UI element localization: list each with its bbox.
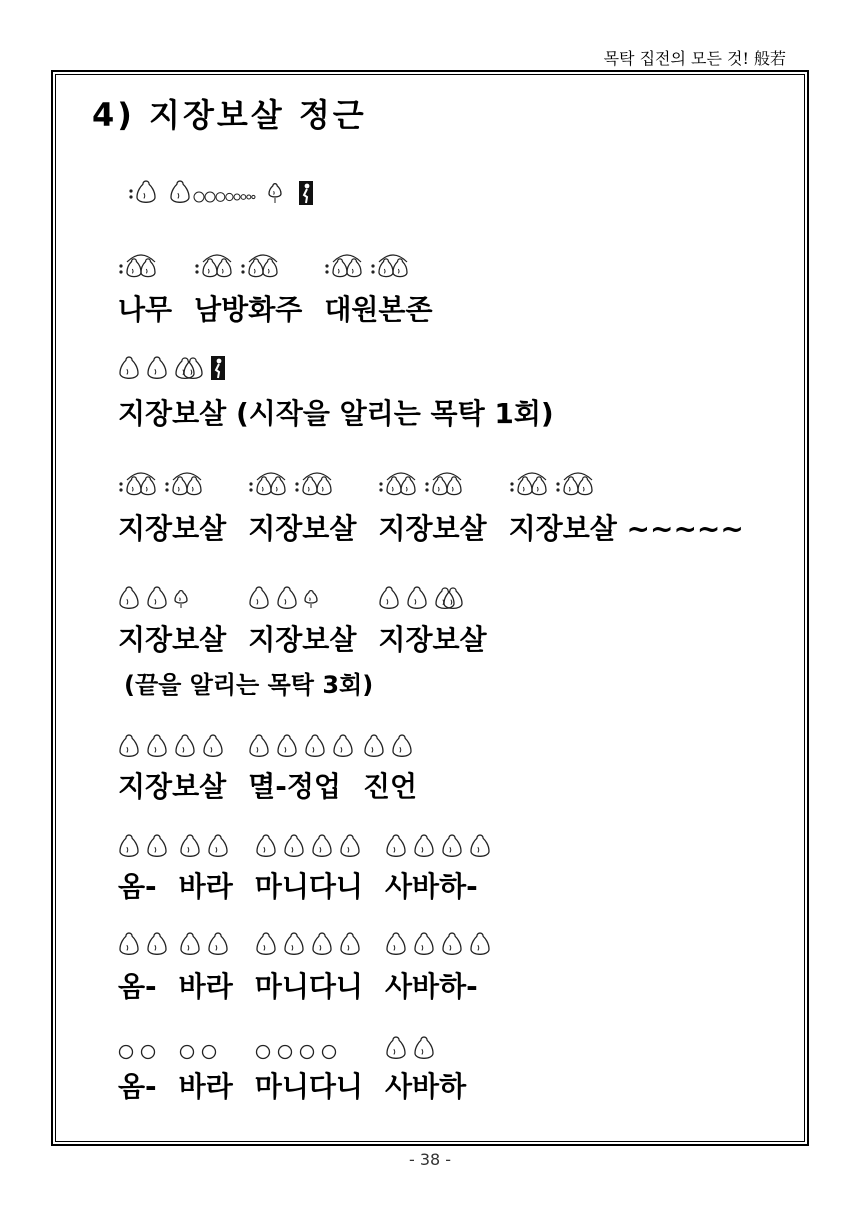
chant-word: 대원본존 xyxy=(324,293,433,326)
moktak-marks-row xyxy=(118,1030,441,1060)
dot-double-moktak-icon xyxy=(118,252,158,278)
single-moktak-icon xyxy=(304,732,326,758)
running-header: 목탁 집전의 모든 것! 般若 xyxy=(603,49,786,68)
moktak-mark-group xyxy=(509,470,601,496)
small-moktak-icon xyxy=(174,584,188,610)
circle-moktak-icon xyxy=(277,1044,293,1060)
single-moktak-icon xyxy=(207,832,229,858)
moktak-mark-group xyxy=(194,252,286,278)
chant-note: (끝을 알리는 목탁 3회) xyxy=(124,671,374,699)
single-moktak-icon xyxy=(413,832,435,858)
single-moktak-icon xyxy=(255,930,277,956)
single-moktak-icon xyxy=(311,930,333,956)
chant-word: 옴- xyxy=(118,1070,157,1103)
moktak-mark-group xyxy=(118,252,164,278)
single-moktak-icon xyxy=(146,732,168,758)
moktak-mark-group xyxy=(118,832,174,858)
chant-word: 멸-정업 xyxy=(248,770,341,803)
single-moktak-icon xyxy=(179,832,201,858)
moktak-marks-row xyxy=(118,728,419,758)
dot-double-moktak-icon xyxy=(555,470,595,496)
single-moktak-icon xyxy=(118,584,140,610)
single-moktak-icon xyxy=(441,832,463,858)
chant-word: 지장보살 xyxy=(248,512,357,545)
chant-line xyxy=(118,865,478,905)
moktak-mark-group xyxy=(248,470,340,496)
chant-word: 지장보살 xyxy=(118,512,227,545)
chant-word: 진언 xyxy=(362,770,418,803)
double-joined-moktak-icon xyxy=(434,584,464,610)
single-moktak-icon xyxy=(276,584,298,610)
chant-word: 사바하- xyxy=(384,870,478,903)
single-moktak-icon xyxy=(311,832,333,858)
single-moktak-icon xyxy=(385,930,407,956)
single-moktak-icon xyxy=(202,732,224,758)
circle-moktak-icon xyxy=(321,1044,337,1060)
chant-word: 옴- xyxy=(118,970,157,1003)
chant-word: 사바하- xyxy=(384,970,478,1003)
chant-word: 지장보살 ~~~~~ xyxy=(508,512,744,545)
circle-moktak-icon xyxy=(140,1044,156,1060)
single-moktak-icon xyxy=(385,832,407,858)
chant-word: 지장보살 xyxy=(118,623,227,656)
moktak-mark-group xyxy=(385,930,497,956)
single-moktak-icon xyxy=(378,584,400,610)
chant-word: 남방화주 xyxy=(194,293,303,326)
dot-double-moktak-icon xyxy=(240,252,280,278)
single-moktak-icon xyxy=(248,584,270,610)
chant-word: 마니다니 xyxy=(254,970,363,1003)
dot-double-moktak-icon xyxy=(424,470,464,496)
moktak-marks-row xyxy=(118,466,601,496)
single-moktak-icon xyxy=(179,930,201,956)
chant-word: 사바하 xyxy=(384,1070,467,1103)
moktak-mark-group xyxy=(255,930,367,956)
chant-word: 지장보살 xyxy=(378,512,487,545)
moktak-marks-row xyxy=(118,350,232,380)
chant-word: 지장보살 (시작을 알리는 목탁 1회) xyxy=(118,397,554,430)
moktak-mark-group xyxy=(255,1044,343,1060)
moktak-mark-group xyxy=(118,732,230,758)
moktak-mark-group xyxy=(378,584,470,610)
single-moktak-icon xyxy=(174,732,196,758)
dot-double-moktak-icon xyxy=(370,252,410,278)
single-strike-icon xyxy=(128,177,158,205)
moktak-mark-group xyxy=(118,584,194,610)
chant-line xyxy=(118,507,744,547)
circle-moktak-icon xyxy=(118,1044,134,1060)
single-moktak-icon xyxy=(385,1034,407,1060)
single-moktak-icon xyxy=(413,930,435,956)
moktak-mark-group xyxy=(324,252,416,278)
chant-word: 바라 xyxy=(178,870,233,903)
chant-line xyxy=(118,1065,466,1105)
single-moktak-icon xyxy=(363,732,385,758)
moktak-mark-group xyxy=(118,1044,162,1060)
circle-moktak-icon xyxy=(255,1044,271,1060)
moktak-mark-group xyxy=(118,930,174,956)
chant-word: 마니다니 xyxy=(254,870,363,903)
single-moktak-icon xyxy=(339,832,361,858)
moktak-mark-group xyxy=(363,732,419,758)
single-moktak-icon xyxy=(276,732,298,758)
bow-figure-icon xyxy=(298,179,314,205)
dot-double-moktak-icon xyxy=(294,470,334,496)
dot-double-moktak-icon xyxy=(118,470,158,496)
single-moktak-icon xyxy=(406,584,428,610)
dot-double-moktak-icon xyxy=(248,470,288,496)
dot-double-moktak-icon xyxy=(509,470,549,496)
single-moktak-icon xyxy=(283,832,305,858)
bow-moktak-icon xyxy=(210,354,226,380)
single-moktak-icon xyxy=(146,584,168,610)
single-moktak-icon xyxy=(469,832,491,858)
single-moktak-icon xyxy=(469,930,491,956)
single-moktak-icon xyxy=(391,732,413,758)
chant-word: 바라 xyxy=(178,1070,233,1103)
moktak-mark-group xyxy=(179,930,235,956)
moktak-mark-group xyxy=(118,354,232,380)
chant-word: 지장보살 xyxy=(378,623,487,656)
intro-signal-row xyxy=(128,175,326,205)
chant-word: 마니다니 xyxy=(254,1070,363,1103)
roll-strike-icon xyxy=(170,177,254,205)
dot-double-moktak-icon xyxy=(194,252,234,278)
moktak-marks-row xyxy=(118,580,470,610)
chant-line xyxy=(118,392,554,432)
single-moktak-icon xyxy=(118,354,140,380)
small-moktak-icon xyxy=(304,584,318,610)
circle-moktak-icon xyxy=(299,1044,315,1060)
chant-line xyxy=(118,765,417,805)
single-moktak-icon xyxy=(207,930,229,956)
page-number: - 38 - xyxy=(408,1150,452,1169)
single-moktak-icon xyxy=(118,930,140,956)
single-moktak-icon xyxy=(146,930,168,956)
chant-word: 바라 xyxy=(178,970,233,1003)
intro-signal-group xyxy=(128,177,326,205)
chant-word: 옴- xyxy=(118,870,157,903)
single-moktak-icon xyxy=(146,832,168,858)
moktak-marks-row xyxy=(118,828,497,858)
chant-word: 지장보살 xyxy=(248,623,357,656)
chant-line xyxy=(118,288,433,328)
single-moktak-icon xyxy=(332,732,354,758)
section-title: 4) 지장보살 정근 xyxy=(92,96,367,134)
single-moktak-icon xyxy=(339,930,361,956)
chant-word: 지장보살 xyxy=(118,770,227,803)
chant-word: 나무 xyxy=(118,293,173,326)
moktak-mark-group xyxy=(378,470,470,496)
single-moktak-icon xyxy=(255,832,277,858)
moktak-mark-group xyxy=(248,732,360,758)
double-joined-moktak-icon xyxy=(174,354,204,380)
dot-double-moktak-icon xyxy=(164,470,204,496)
moktak-mark-group xyxy=(118,470,210,496)
single-moktak-icon xyxy=(441,930,463,956)
moktak-marks-row xyxy=(118,248,416,278)
small-strike-icon xyxy=(266,177,286,205)
chant-line xyxy=(118,965,478,1005)
circle-moktak-icon xyxy=(201,1044,217,1060)
single-moktak-icon xyxy=(118,732,140,758)
single-moktak-icon xyxy=(413,1034,435,1060)
chant-line xyxy=(118,618,487,658)
moktak-mark-group xyxy=(385,832,497,858)
moktak-mark-group xyxy=(255,832,367,858)
moktak-marks-row xyxy=(118,926,497,956)
single-moktak-icon xyxy=(248,732,270,758)
dot-double-moktak-icon xyxy=(324,252,364,278)
moktak-mark-group xyxy=(248,584,324,610)
moktak-mark-group xyxy=(179,1044,223,1060)
moktak-mark-group xyxy=(179,832,235,858)
single-moktak-icon xyxy=(146,354,168,380)
single-moktak-icon xyxy=(283,930,305,956)
single-moktak-icon xyxy=(118,832,140,858)
circle-moktak-icon xyxy=(179,1044,195,1060)
dot-double-moktak-icon xyxy=(378,470,418,496)
moktak-mark-group xyxy=(385,1034,441,1060)
